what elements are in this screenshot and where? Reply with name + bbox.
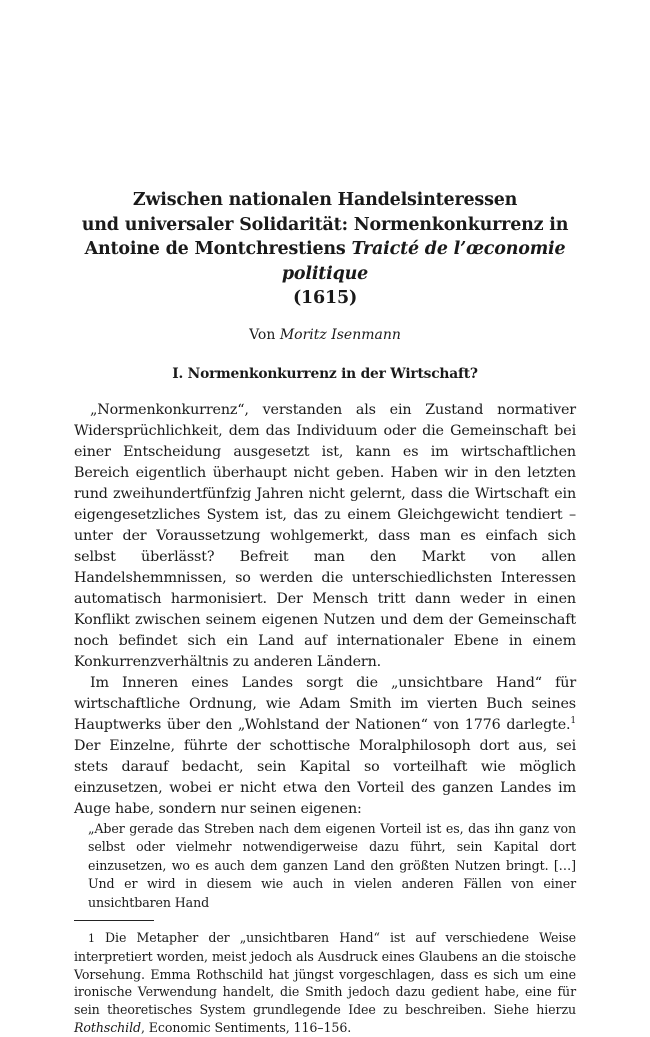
author-name: Moritz Isenmann (279, 326, 401, 343)
title-book-italic: Traicté de l’œconomie politique (281, 239, 566, 284)
block-quote: „Aber gerade das Streben nach dem eigenen Vorteil ist es, das ihn ganz von selbst oder vielmehr notwendigerweise dazu führt, sein Kapital dort einzusetzen, wo es auch dem ganzen Land den größten Nutzen bringt. […] Und er wird in diesem wie auch in vielen anderen Fällen von einer unsichtbaren Hand (88, 820, 576, 910)
footnote-author-italic: Rothschild (74, 1019, 141, 1035)
footnote (74, 929, 576, 1037)
page-content (74, 188, 576, 1037)
author-prefix: Von (249, 326, 280, 343)
paragraph-1: „Normenkonkurrenz“, verstanden als ein Zustand normativer Widersprüchlichkeit, dem das Individuum oder die Gemeinschaft bei einer Entscheidung ausgesetzt ist, kann es im wirtschaftlichen Bereich eigentlich überhaupt nicht geben. Haben wir in den letzten rund zweihundertfünfzig Jahren nicht gelernt, dass die Wirtschaft ein eigengesetzliches System ist, das zu einem Gleichgewicht tendiert – unter der Voraussetzung wohlgemerkt, dass man es einfach sich selbst überlässt? Befreit man den Markt von allen Handelshemmnissen, so werden die unterschiedlichsten Interessen automatisch harmonisiert. Der Mensch tritt dann weder in einen Konflikt zwischen seinem eigenen Nutzen und dem der Gemeinschaft noch befindet sich ein Land auf internationaler Ebene in einem Konkurrenzverhältnis zu anderen Ländern. (74, 401, 576, 670)
author-line (74, 325, 576, 345)
body-text (74, 400, 576, 913)
paragraph-2-start: Im Inneren eines Landes sorgt die „unsichtbare Hand“ für wirtschaftliche Ordnung, wie Adam Smith im vierten Buch seines Hauptwerks über den „Wohlstand der Nationen“ von 1776 darlegte. (74, 674, 576, 733)
footnote-divider (74, 920, 154, 921)
title-line-2: und universaler Solidarität: Normenkonkurrenz in (81, 214, 569, 235)
footnote-marker[interactable]: 1 (570, 715, 576, 726)
title-year: (1615) (292, 288, 358, 308)
footnote-number: 1 (88, 932, 95, 945)
footnote-text-end: , Economic Sentiments, 116–156. (140, 1019, 352, 1035)
title-line-1: Zwischen nationalen Handelsinteressen (132, 190, 518, 210)
footnote-text-start: Die Metapher der „unsichtbaren Hand“ ist auf verschiedene Weise interpretiert worden, meist jedoch als Ausdruck eines Glaubens an die stoische Vorsehung. Emma Rothschild hat jüngst vorgeschlagen, dass es sich um eine ironische Verwendung handelt, die Smith jedoch dazu gedient habe, eine für sein theoretisches System grundlegende Idee zu beschreiben. Siehe hierzu (74, 930, 576, 1018)
paragraph-2-end: Der Einzelne, führte der schottische Moralphilosoph dort aus, sei stets darauf bedacht, sein Kapital so vorteilhaft wie möglich einzusetzen, wobei er nicht etwa den Vorteil des ganzen Landes im Auge habe, sondern nur seinen eigenen: (74, 737, 576, 817)
section-heading: I. Normenkonkurrenz in der Wirtschaft? (172, 365, 478, 382)
title-line-3-prefix: Antoine de Montchrestiens (84, 239, 352, 259)
paragraph-2 (74, 673, 576, 820)
article-title (74, 188, 576, 311)
